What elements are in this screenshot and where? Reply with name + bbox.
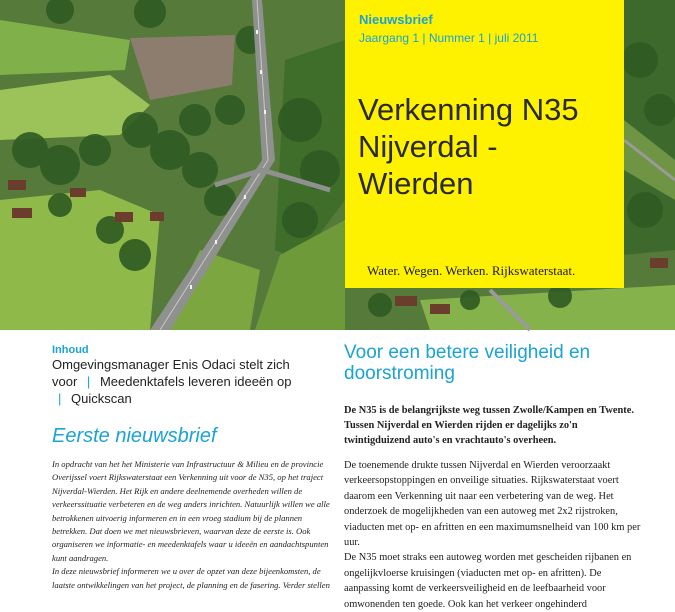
- toc-item[interactable]: Meedenktafels leveren ideeën op: [99, 374, 292, 389]
- slogan: Water. Wegen. Werken. Rijkswaterstaat.: [367, 263, 576, 278]
- article-lead: De N35 is de belangrijkste weg tussen Zwolle/Kampen en Twente. Tussen Nijverdal en Wierden rijden er dagelijks zo'n twintigduizend auto's en vrachtauto's overheen.: [344, 405, 634, 447]
- paragraph: De N35 moet straks een autoweg worden met gescheiden rijbanen en ongelijkvloerse kruisingen (viaducten met op- en afritten). De aanpassing komt de verkeersveiligheid en de leefbaarheid voor omwonenden ten goede. Ook kan het verkeer ongehinderd: [344, 552, 632, 610]
- table-of-contents: [52, 356, 302, 407]
- toc-separator: |: [86, 374, 91, 389]
- toc-item[interactable]: Quickscan: [71, 391, 132, 406]
- paragraph: De toenemende drukte tussen Nijverdal en Wierden veroorzaakt verkeersopstoppingen en onveilige situaties. Rijkswaterstaat voert daarom een Verkenning uit naar een verbetering van de weg. Het onderzoek de mogelijkheden van een autoweg met 2x2 rijstroken, viaducten met op- en afritten en een maximumsnelheid van 100 km per uur.: [344, 460, 641, 549]
- toc-separator: |: [58, 391, 62, 406]
- paragraph: In opdracht van het het Ministerie van Infrastructuur & Milieu en de provincie Overijssel voert Rijkswaterstaat een Verkenning uit voor de N35, op het traject Nijverdal-Wierden. Het Rijk en andere deelnemende overheden willen de verkeerssituatie verbeteren en de weg anders inrichten. Natuurlijk willen we alle betrokkenen uitvoerig informeren en in een vroeg stadium bij de plannen betrekken. Dat doen we met nieuwsbrieven, waarvan deze de eerste is. Ook organiseren we informatie- en meedenktafels waar u ideeën en aandachtspunten kunt aandragen.: [52, 459, 330, 563]
- masthead: [345, 0, 624, 288]
- title-line-2: Nijverdal - Wierden: [358, 129, 498, 201]
- article-heading-eerste-nieuwsbrief: Eerste nieuwsbrief: [52, 425, 217, 447]
- issue-meta: Jaargang 1 | Nummer 1 | juli 2011: [359, 31, 539, 45]
- paragraph: In deze nieuwsbrief informeren we u over de opzet van deze bijeenkomsten, de laatste ontwikkelingen van het project, de planning en de fasering. Verder stellen: [52, 566, 330, 590]
- article-body-left: [52, 458, 334, 592]
- contents-label: Inhoud: [52, 344, 89, 356]
- article-body-right: [344, 458, 644, 612]
- title-line-1: Verkenning N35: [358, 92, 579, 127]
- article-heading-veiligheid: Voor een betere veiligheid en doorstroming: [344, 342, 591, 384]
- toc-item[interactable]: Omgevingsmanager Enis Odaci stelt zich voor: [52, 357, 290, 389]
- newsletter-label: Nieuwsbrief: [359, 12, 433, 27]
- page-title: [358, 91, 620, 202]
